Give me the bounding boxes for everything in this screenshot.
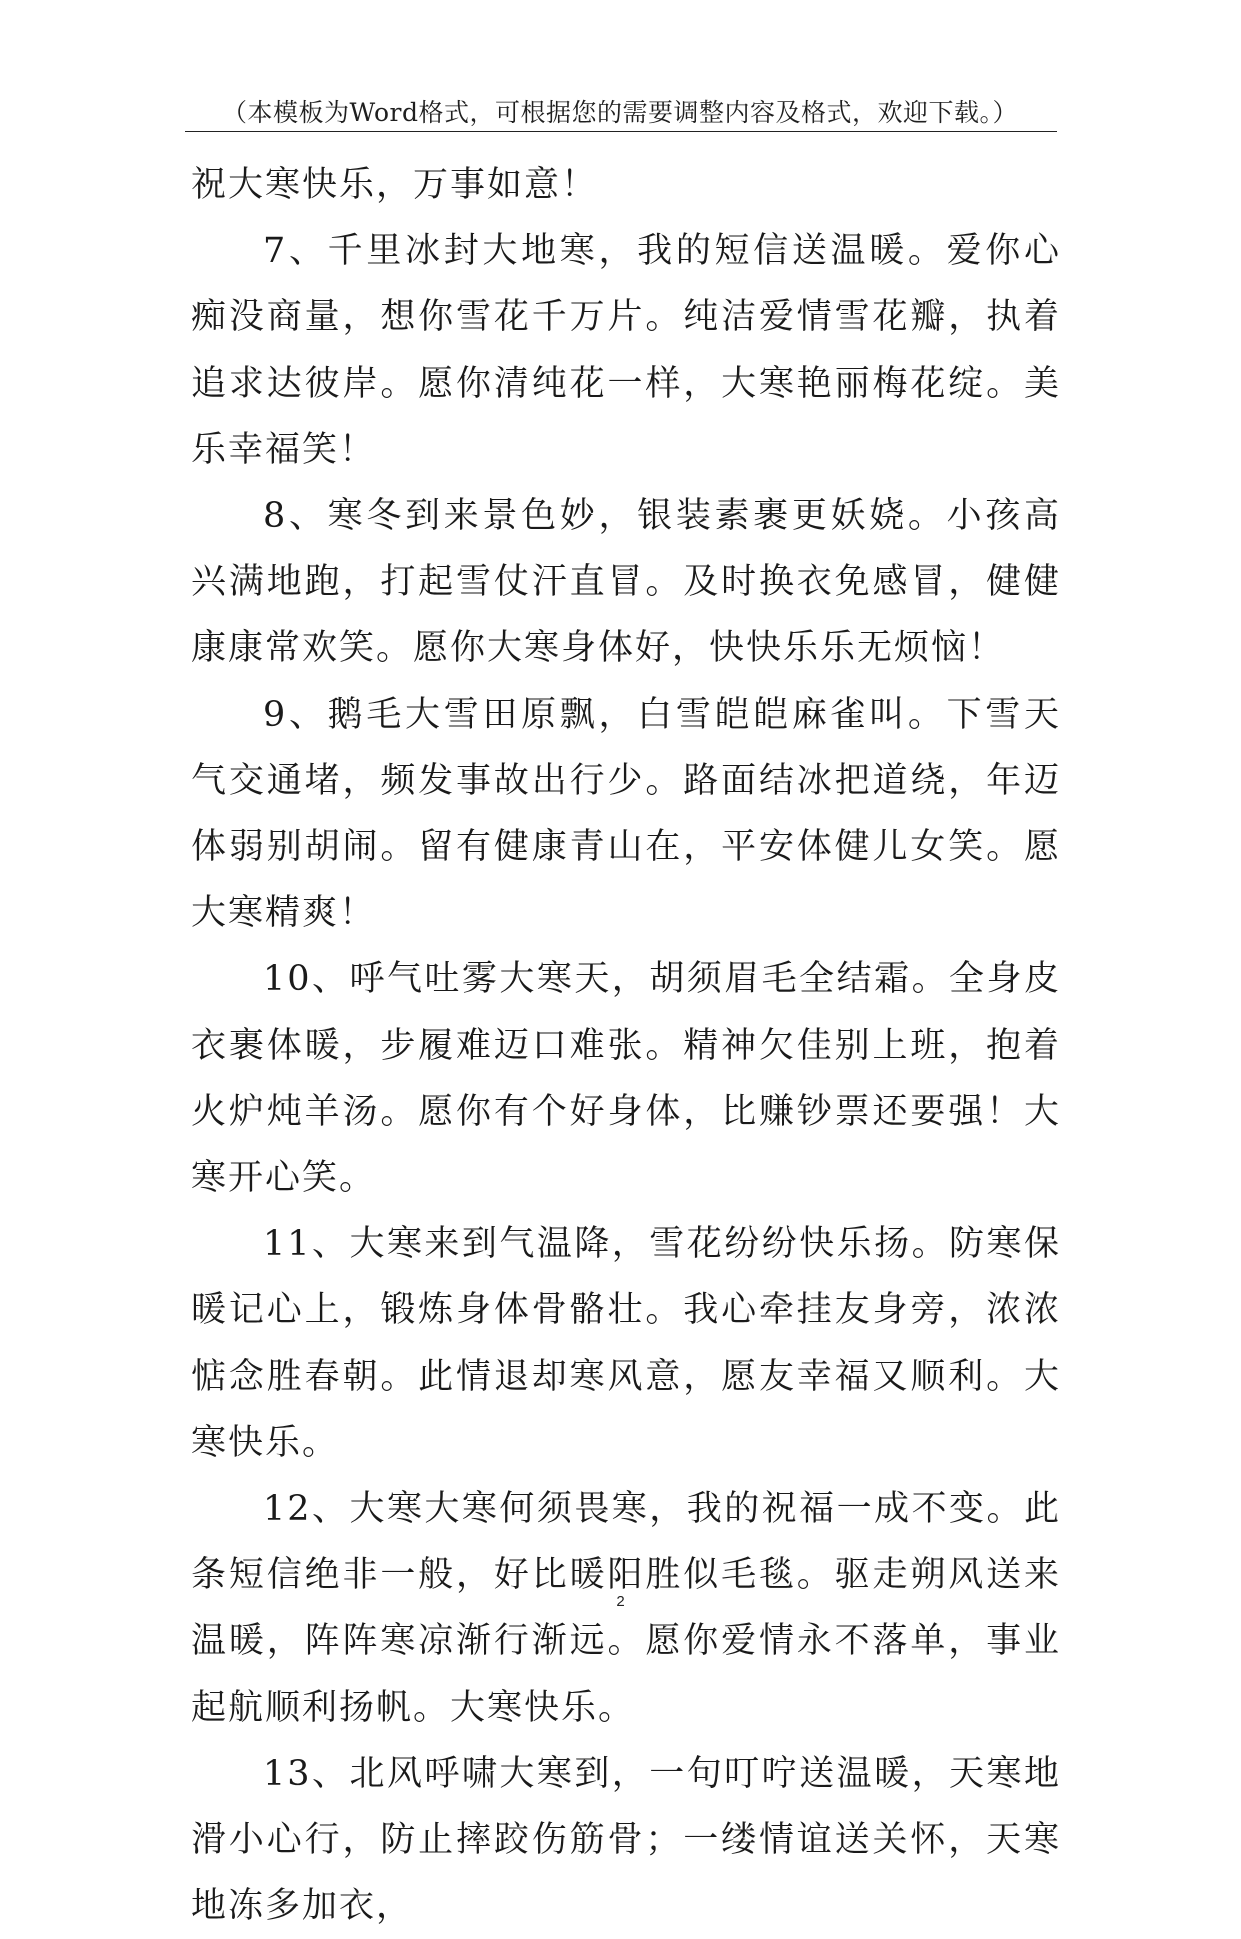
paragraph-11: 11、大寒来到气温降，雪花纷纷快乐扬。防寒保暖记心上，锻炼身体骨骼壮。我心牵挂友身旁，浓浓惦念胜春朝。此情退却寒风意，愿友幸福又顺利。大寒快乐。 (191, 1224, 1061, 1463)
page-number: 2 (616, 1593, 625, 1610)
template-notice-header: （本模板为Word格式，可根据您的需要调整内容及格式，欢迎下载。） (221, 98, 1018, 127)
document-body (191, 152, 1061, 1939)
paragraph-9: 9、鹅毛大雪田原飘，白雪皑皑麻雀叫。下雪天气交通堵，频发事故出行少。路面结冰把道绕，年迈体弱别胡闹。留有健康青山在，平安体健儿女笑。愿大寒精爽！ (191, 694, 1061, 934)
paragraph-8: 8、寒冬到来景色妙，银装素裹更妖娆。小孩高兴满地跑，打起雪仗汗直冒。及时换衣免感冒，健健康康常欢笑。愿你大寒身体好，快快乐乐无烦恼！ (191, 496, 1061, 669)
paragraph-continuation: 祝大寒快乐，万事如意！ (191, 165, 599, 205)
paragraph-10: 10、呼气吐雾大寒天，胡须眉毛全结霜。全身皮衣裹体暖，步履难迈口难张。精神欠佳别上班，抱着火炉炖羊汤。愿你有个好身体，比赚钞票还要强！大寒开心笑。 (191, 959, 1061, 1199)
header-divider (185, 131, 1057, 132)
paragraph-7: 7、千里冰封大地寒，我的短信送温暖。爱你心痴没商量，想你雪花千万片。纯洁爱情雪花瓣，执着追求达彼岸。愿你清纯花一样，大寒艳丽梅花绽。美乐幸福笑！ (191, 231, 1061, 470)
paragraph-13: 13、北风呼啸大寒到，一句叮咛送温暖，天寒地滑小心行，防止摔跤伤筋骨；一缕情谊送关怀，天寒地冻多加衣， (191, 1753, 1061, 1927)
paragraph-12: 12、大寒大寒何须畏寒，我的祝福一成不变。此条短信绝非一般，好比暖阳胜似毛毯。驱走朔风送来温暖，阵阵寒凉渐行渐远。愿你爱情永不落单，事业起航顺利扬帆。大寒快乐。 (191, 1489, 1061, 1728)
